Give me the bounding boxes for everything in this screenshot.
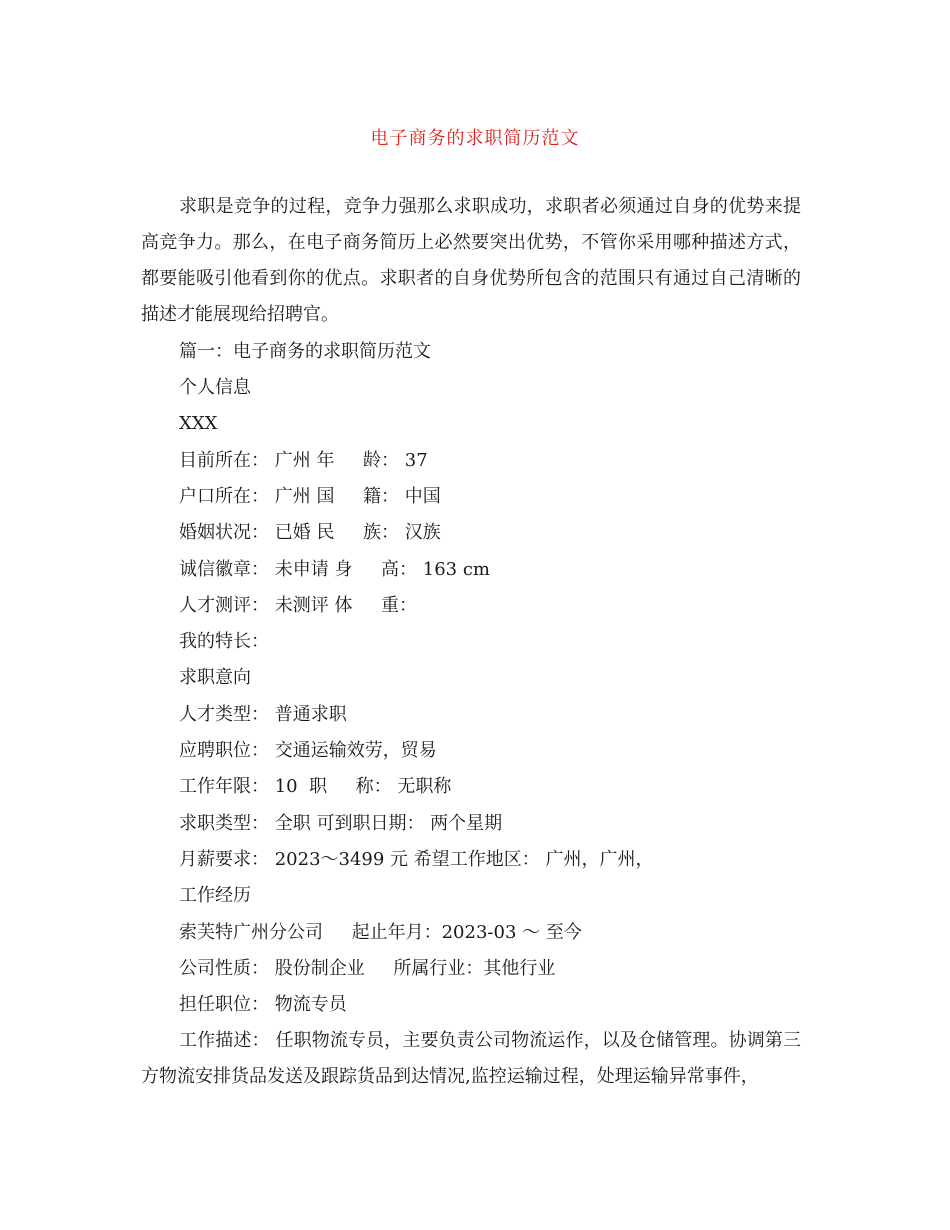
applicant-name: XXX (179, 413, 218, 434)
info-hukou-nationality: 户口所在： 广州 国 籍： 中国 (179, 486, 441, 507)
intent-talent-type: 人才类型： 普通求职 (179, 704, 347, 725)
work-description-paragraph: 工作描述： 任职物流专员，主要负责公司物流运作，以及仓储管理。协调第三方物流安排货品发送及跟踪货品到达情况,监控运输过程，处理运输异常事件， (141, 1030, 801, 1087)
section-heading-resume: 篇一：电子商务的求职简历范文 (179, 341, 431, 362)
section-heading-work-experience: 工作经历 (179, 885, 251, 906)
info-marital-ethnicity: 婚姻状况： 已婚 民 族： 汉族 (179, 522, 441, 543)
info-assessment-weight: 人才测评： 未测评 体 重： (179, 595, 418, 616)
section-heading-personal-info: 个人信息 (179, 377, 251, 398)
info-badge-height: 诚信徽章： 未申请 身 高： 163 cm (179, 559, 490, 580)
work-company-period: 索芙特广州分公司 起止年月：2023-03 ～ 至今 (179, 922, 582, 943)
work-position: 担任职位： 物流专员 (179, 994, 347, 1015)
intent-job-type: 求职类型： 全职 可到职日期： 两个星期 (179, 813, 503, 834)
info-location-age: 目前所在： 广州 年 龄： 37 (179, 450, 428, 471)
intro-paragraph: 求职是竞争的过程，竞争力强那么求职成功，求职者必须通过自身的优势来提高竞争力。那么，在电子商务简历上必然要突出优势，不管你采用哪种描述方式，都要能吸引他看到你的优点。求职者的自身优势所包含的范围只有通过自己清晰的描述才能展现给招聘官。 (141, 196, 801, 325)
document-title: 电子商务的求职简历范文 (370, 128, 580, 149)
intent-years-title: 工作年限： 10 职 称： 无职称 (179, 776, 452, 797)
info-specialty: 我的特长： (179, 631, 269, 652)
intent-position: 应聘职位： 交通运输效劳，贸易 (179, 740, 437, 761)
intent-salary-area: 月薪要求： 2023～3499 元 希望工作地区： 广州，广州， (179, 849, 654, 870)
section-heading-job-intention: 求职意向 (179, 667, 251, 688)
work-company-industry: 公司性质： 股份制企业 所属行业：其他行业 (179, 958, 556, 979)
